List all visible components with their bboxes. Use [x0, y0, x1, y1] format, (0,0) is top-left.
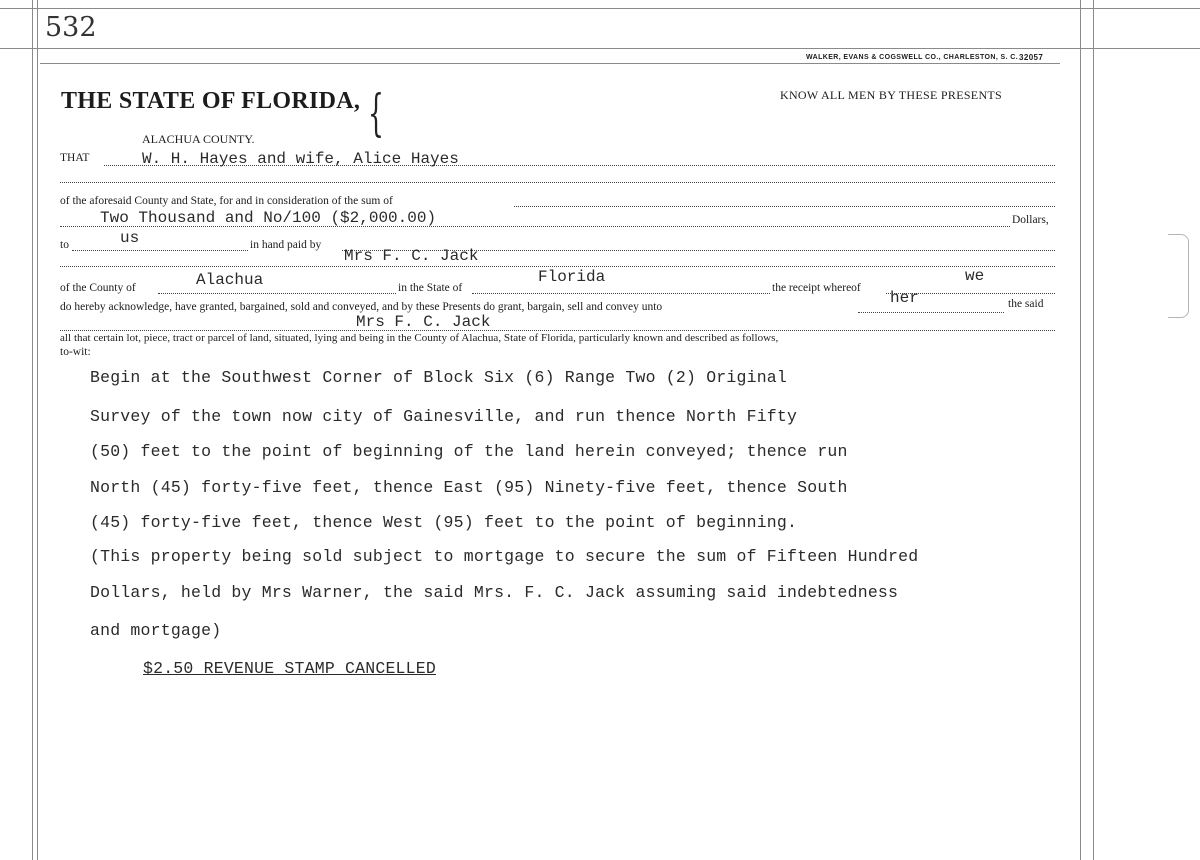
- header-rule: [0, 48, 1200, 49]
- county-line: [158, 293, 396, 294]
- to-line: [72, 250, 248, 251]
- receipt-value: we: [965, 267, 985, 285]
- county-of-label: of the County of: [60, 282, 136, 294]
- binder-hole: [1168, 234, 1189, 318]
- blank-line-2: [60, 266, 1055, 267]
- amount-value: Two Thousand and No/100 ($2,000.00): [100, 209, 437, 227]
- acknowledge-text: do hereby acknowledge, have granted, bargained, sold and conveyed, and by these Presents do grant, bargain, sell and convey unto: [60, 301, 663, 313]
- page-number: 532: [45, 12, 97, 43]
- grantor-name: W. H. Hayes and wife, Alice Hayes: [142, 150, 459, 168]
- the-said-label: the said: [1008, 298, 1044, 310]
- description-line: Begin at the Southwest Corner of Block Six (6) Range Two (2) Original: [90, 368, 788, 387]
- description-line: North (45) forty-five feet, thence East (95) Ninety-five feet, thence South: [90, 478, 848, 497]
- state-line: [472, 293, 770, 294]
- description-line: (50) feet to the point of beginning of the land herein conveyed; thence run: [90, 442, 848, 461]
- state-of-label: in the State of: [398, 282, 463, 294]
- margin-rule-left: [32, 0, 33, 860]
- consideration-text: of the aforesaid County and State, for and in consideration of the sum of: [60, 195, 393, 207]
- margin-rule-right: [1080, 0, 1081, 860]
- revenue-stamp-note: $2.50 REVENUE STAMP CANCELLED: [143, 659, 436, 678]
- state-value: Florida: [538, 268, 606, 286]
- description-line: (This property being sold subject to mortgage to secure the sum of Fifteen Hundred: [90, 547, 919, 566]
- grantee-name: Mrs F. C. Jack: [356, 313, 491, 331]
- county-heading: ALACHUA COUNTY.: [142, 132, 255, 146]
- form-rule: [40, 63, 1060, 64]
- land-text: all that certain lot, piece, tract or parcel of land, situated, lying and being in the County of Alachua, State of Florida, particularly known and described as follows,: [60, 332, 779, 344]
- to-label: to: [60, 239, 69, 251]
- margin-rule-left-inner: [37, 0, 38, 860]
- brace: {: [368, 84, 384, 142]
- description-line: Survey of the town now city of Gainesville, and run thence North Fifty: [90, 407, 798, 426]
- convey-to-line: [858, 312, 1004, 313]
- paid-by-value: Mrs F. C. Jack: [344, 247, 479, 265]
- receipt-label: the receipt whereof: [772, 282, 861, 294]
- blank-line: [60, 182, 1055, 183]
- convey-to-value: her: [890, 289, 919, 307]
- printer-imprint: WALKER, EVANS & COGSWELL CO., CHARLESTON, S. C.: [806, 54, 1019, 61]
- form-number: 32057: [1019, 53, 1044, 62]
- deed-title: THE STATE OF FLORIDA,: [61, 88, 361, 114]
- description-line: (45) forty-five feet, thence West (95) feet to the point of beginning.: [90, 513, 798, 532]
- paid-by-label: in hand paid by: [250, 239, 322, 251]
- margin-rule-right-inner: [1093, 0, 1094, 860]
- consideration-line: [514, 206, 1055, 207]
- grantee-line: [60, 330, 1055, 331]
- description-line: and mortgage): [90, 621, 222, 640]
- county-value: Alachua: [196, 271, 264, 289]
- dollars-label: Dollars,: [1012, 214, 1049, 226]
- to-wit: to-wit:: [60, 346, 91, 358]
- description-line: Dollars, held by Mrs Warner, the said Mrs. F. C. Jack assuming said indebtedness: [90, 583, 899, 602]
- that-label: THAT: [60, 152, 90, 164]
- to-value: us: [120, 229, 140, 247]
- know-all-men: KNOW ALL MEN BY THESE PRESENTS: [780, 88, 1003, 102]
- top-rule: [0, 8, 1200, 9]
